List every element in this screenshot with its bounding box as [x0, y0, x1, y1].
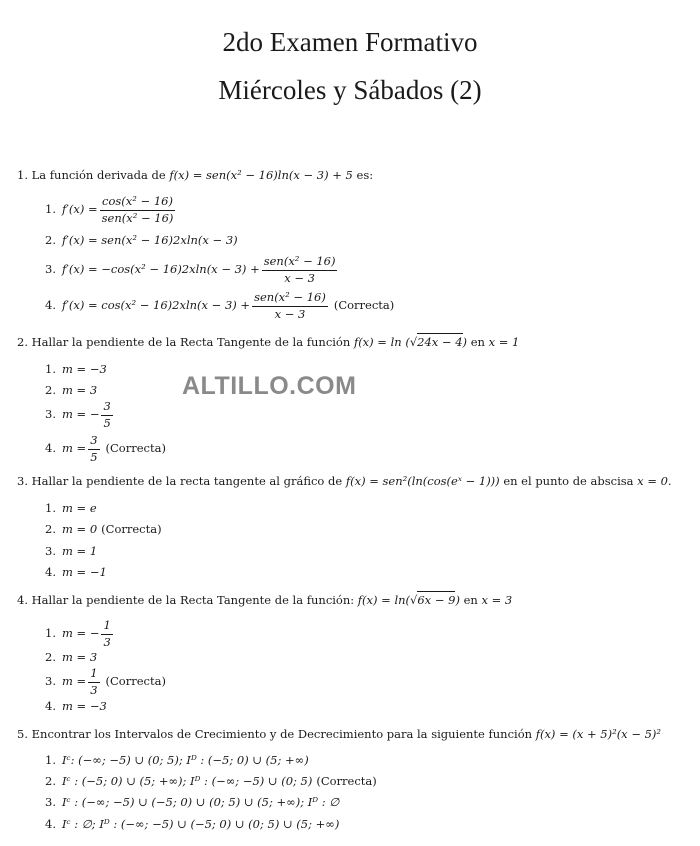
option-number: 4.: [45, 565, 56, 579]
option-fraction: [101, 401, 112, 429]
q2-option-1: [45, 364, 107, 376]
question-number: 4.: [17, 593, 28, 607]
option-expression: f′(x) = sen(x² − 16)2xln(x − 3): [61, 233, 238, 247]
option-number: 2.: [45, 383, 56, 397]
question-formula: f(x) = sen²(ln(cos(eˣ − 1))): [345, 474, 500, 488]
option-number: 1.: [45, 753, 56, 767]
question-4: [17, 595, 512, 607]
fraction-denominator: 5: [103, 415, 111, 430]
option-expression: Iᶜ: (−∞; −5) ∪ (0; 5); Iᴰ : (−5; 0) ∪ (5; +∞): [61, 753, 309, 767]
option-expression: m = 3: [61, 383, 98, 397]
option-lhs: m = −: [61, 407, 100, 422]
fraction-denominator: x − 3: [274, 306, 306, 321]
option-number: 4.: [45, 441, 56, 456]
q4-option-3: [45, 668, 166, 696]
fraction-numerator: sen(x² − 16): [252, 292, 328, 307]
option-expression: Iᶜ : (−∞; −5) ∪ (−5; 0) ∪ (0; 5) ∪ (5; +∞); Iᴰ : ∅: [61, 795, 340, 809]
option-number: 3.: [45, 262, 56, 277]
question-number: 2.: [17, 335, 28, 349]
option-number: 1.: [45, 626, 56, 641]
question-text: Hallar la pendiente de la Recta Tangente de la función: [31, 335, 351, 349]
formula-rhs: ): [455, 593, 460, 607]
correct-tag: (Correcta): [105, 674, 166, 689]
correct-tag: (Correcta): [333, 298, 395, 313]
correct-tag: (Correcta): [101, 522, 162, 536]
fraction-numerator: sen(x² − 16): [262, 256, 338, 271]
question-point: x = 0.: [637, 474, 672, 488]
option-lhs: f′(x) =: [61, 202, 98, 217]
option-number: 3.: [45, 795, 56, 809]
option-number: 2.: [45, 650, 56, 664]
q4-option-1: [45, 620, 115, 648]
option-fraction: [262, 256, 338, 284]
question-5: [17, 729, 661, 741]
q1-option-1: [45, 196, 177, 224]
page-subtitle: Miércoles y Sábados (2): [218, 75, 482, 105]
question-formula: f(x) = (x + 5)²(x − 5)²: [535, 727, 662, 741]
question-tail: es:: [356, 168, 374, 182]
option-expression: Iᶜ : ∅; Iᴰ : (−∞; −5) ∪ (−5; 0) ∪ (0; 5) ∪ (5; +∞): [61, 817, 340, 831]
page-title: 2do Examen Formativo: [222, 27, 478, 57]
question-3: [17, 476, 672, 488]
question-number: 1.: [17, 168, 28, 182]
question-formula: [354, 333, 467, 349]
fraction-numerator: cos(x² − 16): [100, 196, 175, 211]
q3-option-1: [45, 503, 97, 515]
option-number: 1.: [45, 362, 56, 376]
option-fraction: [88, 668, 99, 696]
option-number: 1.: [45, 202, 56, 217]
option-expression: m = −3: [61, 699, 107, 713]
option-fraction: [100, 196, 176, 224]
option-expression: m = −1: [61, 565, 107, 579]
question-text: Encontrar los Intervalos de Crecimiento y de Decrecimiento para la siguiente función: [31, 727, 533, 741]
question-text: La función derivada de: [31, 168, 166, 182]
option-number: 3.: [45, 674, 56, 689]
question-point: x = 3: [481, 593, 513, 607]
q1-option-3: [45, 256, 339, 284]
option-number: 3.: [45, 544, 56, 558]
q3-option-4: [45, 567, 107, 579]
question-2: [17, 337, 519, 349]
fraction-numerator: 1: [88, 668, 99, 683]
q5-option-2: [45, 776, 377, 788]
option-number: 3.: [45, 407, 56, 422]
q3-option-2: [45, 524, 162, 536]
question-number: 5.: [17, 727, 28, 741]
fraction-denominator: x − 3: [284, 270, 315, 285]
option-expression: m = −3: [61, 362, 107, 376]
option-expression: m = 3: [61, 650, 98, 664]
fraction-denominator: sen(x² − 16): [101, 210, 174, 225]
fraction-numerator: 3: [88, 435, 99, 450]
question-text: Hallar la pendiente de la recta tangente al gráfico de: [31, 474, 343, 488]
radicand: 24x − 4: [417, 335, 463, 349]
option-fraction: [101, 620, 112, 648]
correct-tag: (Correcta): [105, 441, 166, 456]
fraction-numerator: 3: [101, 401, 112, 416]
question-text: Hallar la pendiente de la Recta Tangente de la función:: [31, 593, 355, 607]
option-expression: m = 0: [61, 522, 98, 536]
q2-option-2: [45, 385, 97, 397]
q2-option-4: [45, 435, 166, 463]
option-number: 2.: [45, 233, 56, 247]
option-number: 4.: [45, 298, 56, 313]
q5-option-1: [45, 755, 309, 767]
option-fraction: [88, 435, 99, 463]
formula-lhs: f(x) = ln (: [353, 335, 410, 349]
option-lhs: m =: [61, 441, 87, 456]
correct-tag: (Correcta): [316, 774, 377, 788]
option-expression: m = e: [61, 501, 97, 515]
q1-option-4: [45, 292, 394, 320]
option-fraction: [252, 292, 328, 320]
question-number: 3.: [17, 474, 28, 488]
question-point: x = 1: [488, 335, 520, 349]
option-number: 4.: [45, 699, 56, 713]
option-lhs: f′(x) = cos(x² − 16)2xln(x − 3) +: [61, 298, 251, 313]
option-lhs: f′(x) = −cos(x² − 16)2xln(x − 3) +: [61, 262, 260, 277]
option-number: 1.: [45, 501, 56, 515]
option-lhs: m =: [61, 674, 87, 689]
q5-option-4: [45, 819, 339, 831]
q4-option-2: [45, 652, 97, 664]
q4-option-4: [45, 701, 107, 713]
watermark: ALTILLO.COM: [182, 372, 357, 400]
fraction-numerator: 1: [101, 620, 112, 635]
radicand: 6x − 9: [417, 593, 456, 607]
q1-option-2: [45, 235, 238, 247]
option-lhs: m = −: [61, 626, 100, 641]
fraction-denominator: 5: [90, 449, 98, 464]
option-expression: m = 1: [61, 544, 98, 558]
question-1: [17, 170, 373, 182]
option-number: 2.: [45, 774, 56, 788]
option-expression: Iᶜ : (−5; 0) ∪ (5; +∞); Iᴰ : (−∞; −5) ∪ (0; 5): [61, 774, 313, 788]
q3-option-3: [45, 546, 97, 558]
sqrt-icon: √: [410, 593, 418, 607]
fraction-denominator: 3: [103, 634, 111, 649]
sqrt-icon: √: [409, 335, 418, 349]
question-tail: en: [470, 335, 485, 349]
fraction-denominator: 3: [90, 682, 98, 697]
question-formula: f(x) = sen(x² − 16)ln(x − 3) + 5: [169, 168, 353, 182]
question-formula: [358, 591, 460, 607]
q5-option-3: [45, 797, 339, 809]
formula-rhs: ): [462, 335, 468, 349]
q2-option-3: [45, 401, 115, 429]
option-number: 2.: [45, 522, 56, 536]
option-number: 4.: [45, 817, 56, 831]
formula-lhs: f(x) = ln(: [357, 593, 411, 607]
question-tail: en: [463, 593, 478, 607]
question-tail: en el punto de abscisa: [503, 474, 634, 488]
